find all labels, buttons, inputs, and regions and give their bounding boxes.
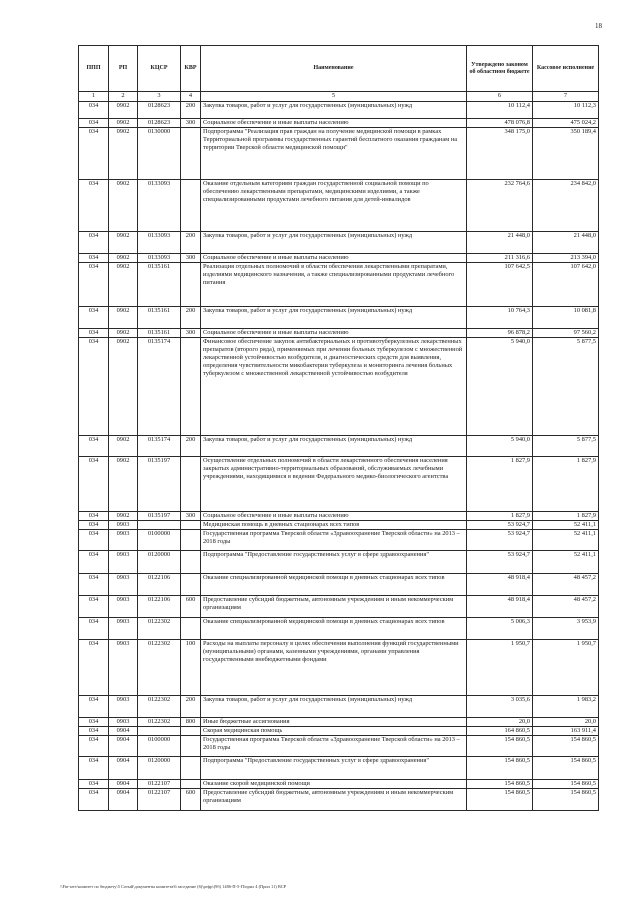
table-row [79, 618, 599, 640]
cell-kcsr: 0133093 [138, 180, 181, 232]
cell-approved: 164 860,5 [467, 727, 533, 736]
cell-name: Социальное обеспечение и иные выплаты населению [201, 329, 467, 338]
cell-name: Иные бюджетные ассигнования [201, 718, 467, 727]
cell-kvr [181, 618, 201, 640]
cell-name: Закупка товаров, работ и услуг для государственных (муниципальных) нужд [201, 436, 467, 457]
header-cash: Кассовое исполнение [533, 46, 599, 92]
table-row [79, 521, 599, 530]
table-row [79, 254, 599, 263]
cell-ppp: 034 [79, 128, 109, 180]
cell-kcsr: 0128623 [138, 102, 181, 119]
cell-kcsr: 0133093 [138, 254, 181, 263]
cell-name: Подпрограмма "Предоставление государственных услуг в сфере здравоохранения" [201, 551, 467, 574]
cell-rp: 0902 [109, 119, 138, 128]
cell-ppp: 034 [79, 727, 109, 736]
cell-cash: 1 827,9 [533, 457, 599, 512]
cell-approved: 211 316,6 [467, 254, 533, 263]
cell-cash: 1 950,7 [533, 640, 599, 696]
table-body [79, 92, 599, 811]
cell-ppp: 034 [79, 696, 109, 718]
cell-name: Подпрограмма "Предоставление государственных услуг в сфере здравоохранения" [201, 757, 467, 780]
cell-kcsr: 0135161 [138, 263, 181, 307]
cell-kcsr: 0122106 [138, 574, 181, 596]
cell-rp: 0903 [109, 618, 138, 640]
cell-rp: 0904 [109, 736, 138, 757]
cell-cash: 21 448,0 [533, 232, 599, 254]
cell-approved: 154 860,5 [467, 780, 533, 789]
cell-approved: 3 035,6 [467, 696, 533, 718]
table-row [79, 530, 599, 551]
cell-rp: 0903 [109, 640, 138, 696]
cell-approved: 1 827,9 [467, 457, 533, 512]
column-number: 3 [138, 92, 181, 102]
cell-kvr: 300 [181, 254, 201, 263]
cell-ppp: 034 [79, 640, 109, 696]
cell-kvr [181, 128, 201, 180]
cell-rp: 0903 [109, 551, 138, 574]
cell-ppp: 034 [79, 254, 109, 263]
cell-kcsr: 0135197 [138, 512, 181, 521]
cell-rp: 0904 [109, 727, 138, 736]
table-row [79, 232, 599, 254]
cell-kcsr: 0122302 [138, 718, 181, 727]
cell-name: Закупка товаров, работ и услуг для государственных (муниципальных) нужд [201, 696, 467, 718]
header-ppp: ППП [79, 46, 109, 92]
cell-name: Медицинская помощь в дневных стационарах всех типов [201, 521, 467, 530]
cell-approved: 1 950,7 [467, 640, 533, 696]
cell-rp: 0902 [109, 232, 138, 254]
cell-approved: 20,0 [467, 718, 533, 727]
cell-approved: 232 764,6 [467, 180, 533, 232]
cell-ppp: 034 [79, 551, 109, 574]
cell-kcsr: 0135174 [138, 338, 181, 436]
cell-kvr [181, 757, 201, 780]
cell-ppp: 034 [79, 180, 109, 232]
cell-name: Оказание специализированной медицинской помощи в дневных стационарах всех типов [201, 574, 467, 596]
column-number: 1 [79, 92, 109, 102]
cell-cash: 10 081,8 [533, 307, 599, 329]
table-row [79, 574, 599, 596]
header-approved: Утверждено законом об областном бюджете [467, 46, 533, 92]
table-row [79, 596, 599, 618]
cell-kcsr: 0122302 [138, 618, 181, 640]
cell-ppp: 034 [79, 718, 109, 727]
cell-kcsr: 0128623 [138, 119, 181, 128]
cell-cash: 97 560,2 [533, 329, 599, 338]
table-row [79, 727, 599, 736]
cell-cash: 154 860,5 [533, 757, 599, 780]
cell-name: Закупка товаров, работ и услуг для государственных (муниципальных) нужд [201, 232, 467, 254]
table-row [79, 128, 599, 180]
cell-cash: 3 953,9 [533, 618, 599, 640]
cell-ppp: 034 [79, 574, 109, 596]
cell-name: Финансовое обеспечение закупок антибактериальных и противотуберкулезных лекарственных препаратов (второго ряда), применяемых при лечении больных туберкулезом с множественной лекарственной устойчивостью возбудителя, и диагностических средств для выявления, определения чувствительности микобактерии туберкулеза и мониторинга лечения больных туберкулезом с множественной лекарственной устойчивостью возбудителя [201, 338, 467, 436]
budget-table [78, 45, 599, 811]
cell-rp: 0903 [109, 530, 138, 551]
table-row [79, 780, 599, 789]
cell-ppp: 034 [79, 736, 109, 757]
table-row [79, 457, 599, 512]
cell-kvr [181, 180, 201, 232]
cell-ppp: 034 [79, 102, 109, 119]
cell-kcsr: 0120000 [138, 551, 181, 574]
cell-kvr: 300 [181, 119, 201, 128]
cell-name: Предоставление субсидий бюджетным, автономным учреждениям и иным некоммерческим организациям [201, 789, 467, 811]
table-row [79, 757, 599, 780]
cell-name: Социальное обеспечение и иные выплаты населению [201, 254, 467, 263]
cell-cash: 52 411,1 [533, 521, 599, 530]
column-number: 7 [533, 92, 599, 102]
cell-approved: 478 076,8 [467, 119, 533, 128]
cell-name: Государственная программа Тверской области «Здравоохранение Тверской области» на 2013 – 2018 годы [201, 736, 467, 757]
cell-rp: 0902 [109, 128, 138, 180]
header-row [79, 46, 599, 92]
table-row [79, 436, 599, 457]
cell-ppp: 034 [79, 780, 109, 789]
cell-cash: 52 411,1 [533, 530, 599, 551]
cell-approved: 10 764,3 [467, 307, 533, 329]
cell-rp: 0903 [109, 574, 138, 596]
cell-ppp: 034 [79, 329, 109, 338]
cell-cash: 10 112,3 [533, 102, 599, 119]
cell-rp: 0902 [109, 338, 138, 436]
cell-ppp: 034 [79, 618, 109, 640]
file-path-footer: \\Fin-serv\комитет по бюджету\5 Сотый\документы комитета\6 заседание (6)\ргфр\(9б) 1486-П-5-П\прил 4 (Прил 11) ВСР [60, 884, 287, 889]
cell-cash: 154 860,5 [533, 736, 599, 757]
cell-ppp: 034 [79, 530, 109, 551]
cell-kcsr: 0122107 [138, 789, 181, 811]
cell-kvr: 100 [181, 640, 201, 696]
cell-ppp: 034 [79, 232, 109, 254]
cell-rp: 0903 [109, 696, 138, 718]
table-row [79, 551, 599, 574]
header-name: Наименование [201, 46, 467, 92]
cell-kvr [181, 551, 201, 574]
cell-ppp: 034 [79, 436, 109, 457]
cell-approved: 107 642,5 [467, 263, 533, 307]
cell-approved: 48 918,4 [467, 596, 533, 618]
cell-kcsr: 0122302 [138, 696, 181, 718]
page-number: 18 [595, 22, 602, 30]
cell-kvr: 200 [181, 102, 201, 119]
cell-kvr [181, 727, 201, 736]
cell-name: Реализация отдельных полномочий в области обеспечения лекарственными препаратами, изделиями медицинского назначения, а также специализированными продуктами лечебного питания [201, 263, 467, 307]
cell-approved: 10 112,4 [467, 102, 533, 119]
cell-approved: 348 175,0 [467, 128, 533, 180]
table-row [79, 512, 599, 521]
cell-kcsr: 0135161 [138, 329, 181, 338]
cell-approved: 53 924,7 [467, 551, 533, 574]
cell-kvr: 200 [181, 696, 201, 718]
cell-kvr: 200 [181, 232, 201, 254]
cell-kvr [181, 263, 201, 307]
cell-approved: 154 860,5 [467, 789, 533, 811]
cell-kvr: 300 [181, 512, 201, 521]
cell-rp: 0902 [109, 512, 138, 521]
cell-approved: 53 924,7 [467, 530, 533, 551]
cell-rp: 0902 [109, 102, 138, 119]
table-row [79, 102, 599, 119]
cell-cash: 154 860,5 [533, 780, 599, 789]
cell-rp: 0903 [109, 596, 138, 618]
table-row [79, 338, 599, 436]
cell-approved: 5 006,3 [467, 618, 533, 640]
cell-kcsr: 0100000 [138, 530, 181, 551]
cell-kcsr: 0135174 [138, 436, 181, 457]
cell-name: Расходы на выплаты персоналу в целях обеспечения выполнения функций государственными (муниципальными) органами, казенными учреждениями, органами управления государственными внебюджетными фондами [201, 640, 467, 696]
cell-name: Закупка товаров, работ и услуг для государственных (муниципальных) нужд [201, 307, 467, 329]
cell-name: Социальное обеспечение и иные выплаты населению [201, 119, 467, 128]
cell-rp: 0902 [109, 180, 138, 232]
cell-kvr [181, 530, 201, 551]
cell-name: Закупка товаров, работ и услуг для государственных (муниципальных) нужд [201, 102, 467, 119]
cell-cash: 20,0 [533, 718, 599, 727]
cell-cash: 107 642,0 [533, 263, 599, 307]
cell-ppp: 034 [79, 457, 109, 512]
table-row [79, 789, 599, 811]
cell-kvr [181, 338, 201, 436]
table-row [79, 736, 599, 757]
cell-rp: 0902 [109, 329, 138, 338]
cell-ppp: 034 [79, 789, 109, 811]
table-row [79, 696, 599, 718]
cell-ppp: 034 [79, 512, 109, 521]
table-row [79, 307, 599, 329]
cell-cash: 154 860,5 [533, 789, 599, 811]
cell-cash: 5 877,5 [533, 338, 599, 436]
cell-name: Подпрограмма "Реализация прав граждан на получение медицинской помощи в рамках Территориальной программы государственных гарантий бесплатного оказания гражданам на территории Тверской области медицинской помощи" [201, 128, 467, 180]
cell-cash: 1 983,2 [533, 696, 599, 718]
cell-rp: 0902 [109, 436, 138, 457]
header-kcsr: КЦСР [138, 46, 181, 92]
cell-kvr [181, 736, 201, 757]
cell-name: Предоставление субсидий бюджетным, автономным учреждениям и иным некоммерческим организациям [201, 596, 467, 618]
cell-cash: 475 024,2 [533, 119, 599, 128]
cell-ppp: 034 [79, 757, 109, 780]
cell-cash: 1 827,9 [533, 512, 599, 521]
cell-rp: 0903 [109, 718, 138, 727]
cell-kvr: 200 [181, 436, 201, 457]
cell-ppp: 034 [79, 119, 109, 128]
cell-kvr: 300 [181, 329, 201, 338]
table-row [79, 263, 599, 307]
column-number: 6 [467, 92, 533, 102]
cell-ppp: 034 [79, 263, 109, 307]
cell-approved: 5 940,0 [467, 436, 533, 457]
cell-approved: 5 940,0 [467, 338, 533, 436]
cell-approved: 48 918,4 [467, 574, 533, 596]
cell-kvr [181, 521, 201, 530]
column-number: 5 [201, 92, 467, 102]
cell-kcsr: 0122302 [138, 640, 181, 696]
cell-name: Социальное обеспечение и иные выплаты населению [201, 512, 467, 521]
cell-rp: 0904 [109, 789, 138, 811]
cell-cash: 234 842,0 [533, 180, 599, 232]
cell-kvr [181, 457, 201, 512]
column-number-row [79, 92, 599, 102]
cell-name: Государственная программа Тверской области «Здравоохранение Тверской области» на 2013 – 2018 годы [201, 530, 467, 551]
cell-approved: 154 860,5 [467, 736, 533, 757]
cell-kcsr: 0122107 [138, 780, 181, 789]
cell-kcsr: 0135197 [138, 457, 181, 512]
cell-kcsr: 0122106 [138, 596, 181, 618]
cell-ppp: 034 [79, 307, 109, 329]
cell-kvr [181, 574, 201, 596]
cell-cash: 48 457,2 [533, 574, 599, 596]
cell-rp: 0904 [109, 780, 138, 789]
cell-name: Оказание скорой медицинской помощи [201, 780, 467, 789]
cell-cash: 52 411,1 [533, 551, 599, 574]
cell-rp: 0904 [109, 757, 138, 780]
cell-kcsr [138, 727, 181, 736]
cell-name: Оказание специализированной медицинской помощи в дневных стационарах всех типов [201, 618, 467, 640]
cell-kcsr: 0133093 [138, 232, 181, 254]
cell-cash: 5 877,5 [533, 436, 599, 457]
cell-ppp: 034 [79, 521, 109, 530]
cell-rp: 0903 [109, 521, 138, 530]
cell-ppp: 034 [79, 338, 109, 436]
table-row [79, 180, 599, 232]
cell-rp: 0902 [109, 457, 138, 512]
cell-approved: 96 878,2 [467, 329, 533, 338]
cell-kcsr: 0130000 [138, 128, 181, 180]
cell-name: Скорая медицинская помощь [201, 727, 467, 736]
table-row [79, 718, 599, 727]
cell-cash: 163 911,4 [533, 727, 599, 736]
cell-kcsr [138, 521, 181, 530]
cell-kcsr: 0120000 [138, 757, 181, 780]
column-number: 2 [109, 92, 138, 102]
cell-kcsr: 0135161 [138, 307, 181, 329]
cell-cash: 213 394,0 [533, 254, 599, 263]
cell-rp: 0902 [109, 254, 138, 263]
cell-rp: 0902 [109, 307, 138, 329]
table-row [79, 640, 599, 696]
column-number: 4 [181, 92, 201, 102]
cell-cash: 350 189,4 [533, 128, 599, 180]
header-kvr: КВР [181, 46, 201, 92]
cell-name: Осуществление отдельных полномочий в области лекарственного обеспечения населения закрытых административно-территориальных образований, обслуживаемых лечебными учреждениями, находящимися в ведении Федерального медико-биологического агентства [201, 457, 467, 512]
cell-kvr: 800 [181, 718, 201, 727]
cell-kcsr: 0100000 [138, 736, 181, 757]
cell-approved: 53 924,7 [467, 521, 533, 530]
cell-cash: 48 457,2 [533, 596, 599, 618]
table-row [79, 329, 599, 338]
cell-kvr: 200 [181, 307, 201, 329]
cell-rp: 0902 [109, 263, 138, 307]
cell-approved: 154 860,5 [467, 757, 533, 780]
cell-name: Оказание отдельным категориям граждан государственной социальной помощи по обеспечению лекарственными препаратами, медицинскими изделиями, а также специализированными продуктами лечебного питания для детей-инвалидов [201, 180, 467, 232]
cell-kvr: 600 [181, 789, 201, 811]
header-rp: РП [109, 46, 138, 92]
cell-approved: 21 448,0 [467, 232, 533, 254]
cell-ppp: 034 [79, 596, 109, 618]
cell-approved: 1 827,9 [467, 512, 533, 521]
cell-kvr [181, 780, 201, 789]
cell-kvr: 600 [181, 596, 201, 618]
table-row [79, 119, 599, 128]
